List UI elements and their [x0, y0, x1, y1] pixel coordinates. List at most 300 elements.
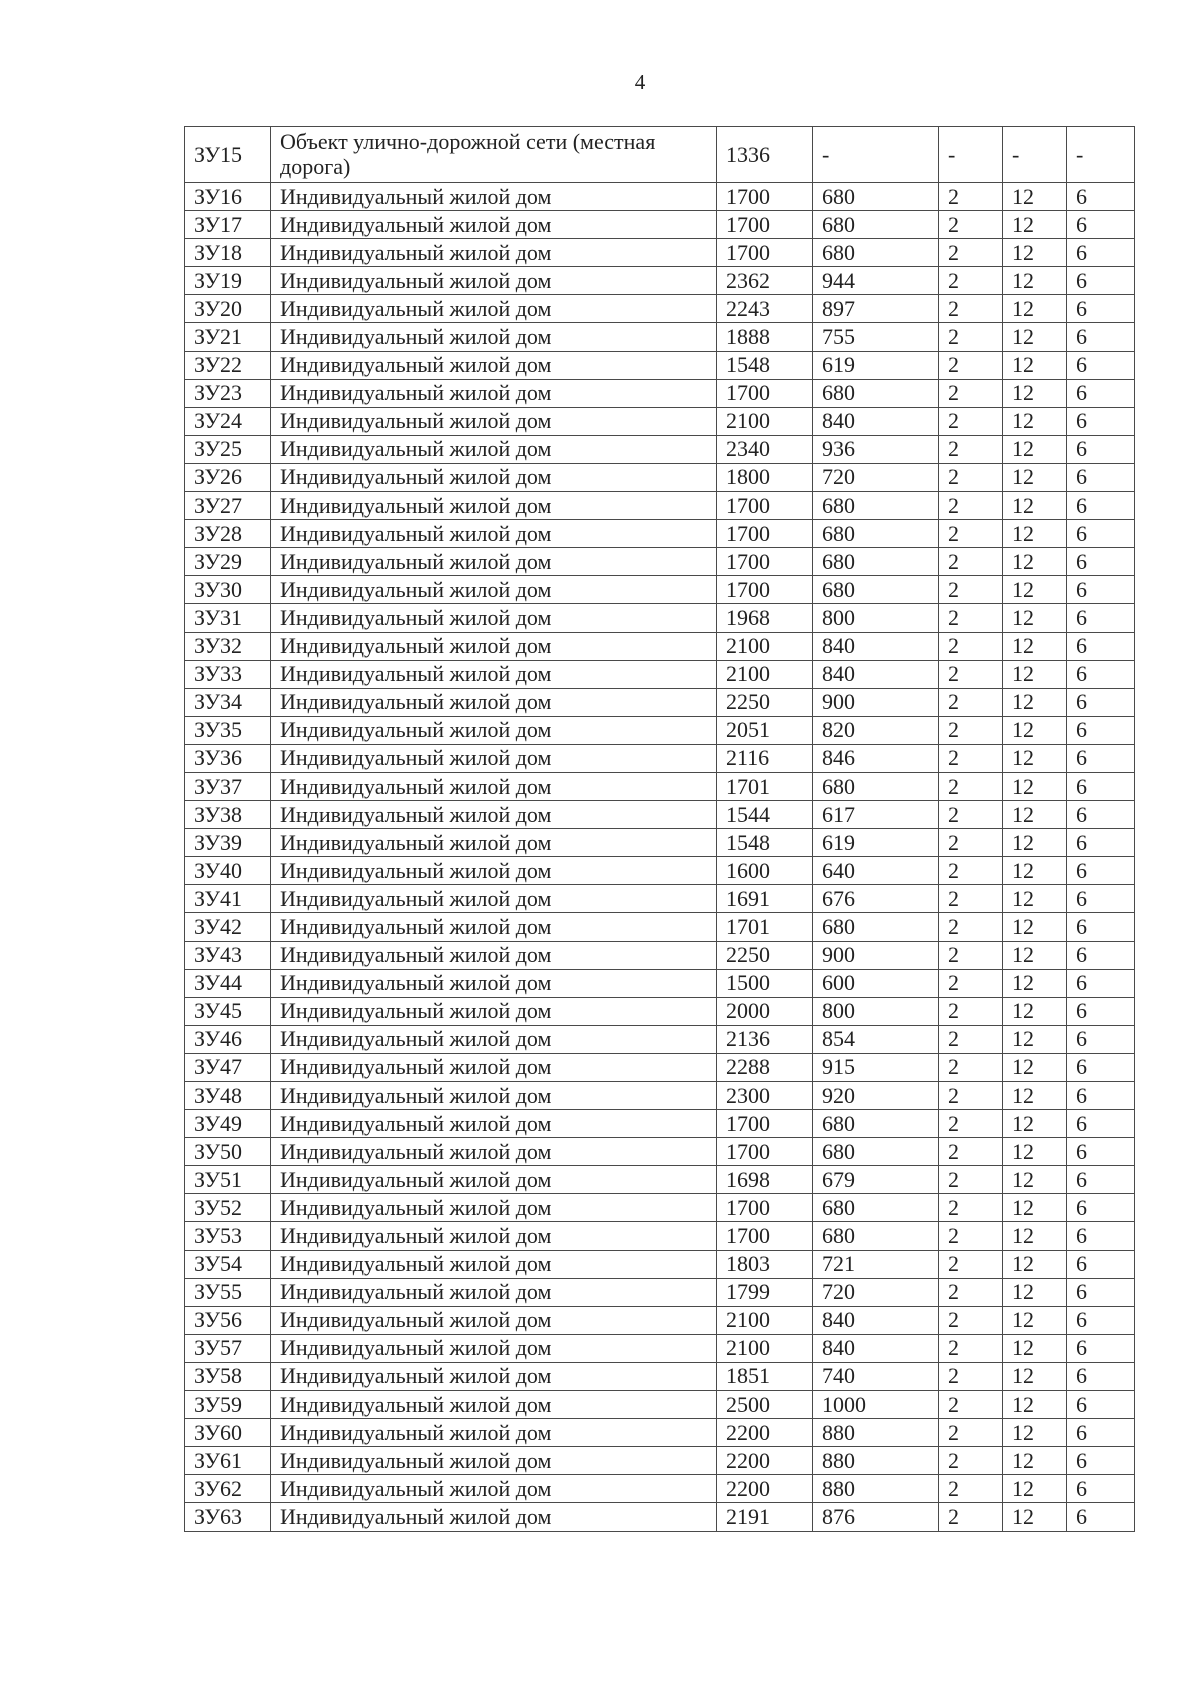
- table-row: [185, 267, 1135, 295]
- plot-id-cell: ЗУ50: [185, 1138, 271, 1166]
- table-row: [185, 1419, 1135, 1447]
- plot-area-cell: 2100: [717, 1306, 813, 1334]
- plot-value-c-cell: 2: [939, 801, 1003, 829]
- plot-area-cell: 1700: [717, 379, 813, 407]
- plot-value-c-cell: 2: [939, 941, 1003, 969]
- plot-value-e-cell: 6: [1067, 295, 1135, 323]
- plot-value-c-cell: 2: [939, 295, 1003, 323]
- plot-value-c-cell: 2: [939, 267, 1003, 295]
- plot-value-e-cell: 6: [1067, 183, 1135, 211]
- plot-value-c-cell: 2: [939, 1306, 1003, 1334]
- plot-value-c-cell: 2: [939, 969, 1003, 997]
- plot-use-cell: Индивидуальный жилой дом: [271, 183, 717, 211]
- table-row: [185, 492, 1135, 520]
- plot-value-e-cell: 6: [1067, 857, 1135, 885]
- plot-value-d-cell: 12: [1003, 688, 1067, 716]
- plot-use-cell: Индивидуальный жилой дом: [271, 913, 717, 941]
- table-row: [185, 632, 1135, 660]
- plot-area-cell: 1700: [717, 520, 813, 548]
- plot-value-c-cell: 2: [939, 1025, 1003, 1053]
- plot-id-cell: ЗУ15: [185, 127, 271, 183]
- plot-area-cell: 2288: [717, 1053, 813, 1081]
- plot-value-d-cell: 12: [1003, 1110, 1067, 1138]
- plot-area-cell: 2200: [717, 1475, 813, 1503]
- plot-area-cell: 1888: [717, 323, 813, 351]
- table-row: [185, 660, 1135, 688]
- plot-value-d-cell: 12: [1003, 716, 1067, 744]
- plot-value-c-cell: 2: [939, 1503, 1003, 1531]
- plot-id-cell: ЗУ44: [185, 969, 271, 997]
- plot-area-cell: 2100: [717, 1334, 813, 1362]
- plot-value-d-cell: 12: [1003, 1306, 1067, 1334]
- plot-area-cell: 2200: [717, 1447, 813, 1475]
- plot-value-d-cell: 12: [1003, 1082, 1067, 1110]
- table-row: [185, 1475, 1135, 1503]
- table-row: [185, 969, 1135, 997]
- plot-value-e-cell: 6: [1067, 1222, 1135, 1250]
- table-row: [185, 1082, 1135, 1110]
- plot-id-cell: ЗУ46: [185, 1025, 271, 1053]
- plot-use-cell: Индивидуальный жилой дом: [271, 295, 717, 323]
- plot-id-cell: ЗУ16: [185, 183, 271, 211]
- plot-use-cell: Индивидуальный жилой дом: [271, 211, 717, 239]
- plot-value-b-cell: 680: [813, 913, 939, 941]
- plot-id-cell: ЗУ54: [185, 1250, 271, 1278]
- plot-value-b-cell: 680: [813, 1138, 939, 1166]
- plot-value-b-cell: 679: [813, 1166, 939, 1194]
- plot-value-d-cell: 12: [1003, 801, 1067, 829]
- plot-value-d-cell: 12: [1003, 407, 1067, 435]
- plot-value-c-cell: 2: [939, 351, 1003, 379]
- plot-value-e-cell: 6: [1067, 351, 1135, 379]
- plot-id-cell: ЗУ56: [185, 1306, 271, 1334]
- plot-value-b-cell: 600: [813, 969, 939, 997]
- plot-area-cell: 1548: [717, 351, 813, 379]
- plot-use-cell: Индивидуальный жилой дом: [271, 969, 717, 997]
- plot-value-e-cell: 6: [1067, 1306, 1135, 1334]
- plot-id-cell: ЗУ18: [185, 239, 271, 267]
- plot-value-c-cell: 2: [939, 1082, 1003, 1110]
- plot-area-cell: 1700: [717, 1222, 813, 1250]
- plot-value-b-cell: 800: [813, 997, 939, 1025]
- plot-value-d-cell: 12: [1003, 744, 1067, 772]
- plot-value-c-cell: 2: [939, 1166, 1003, 1194]
- plot-value-e-cell: 6: [1067, 688, 1135, 716]
- plot-value-c-cell: 2: [939, 1194, 1003, 1222]
- table-row: [185, 1053, 1135, 1081]
- plot-value-e-cell: -: [1067, 127, 1135, 183]
- table-row: [185, 351, 1135, 379]
- plot-use-cell: Индивидуальный жилой дом: [271, 267, 717, 295]
- plot-value-d-cell: 12: [1003, 211, 1067, 239]
- plot-id-cell: ЗУ23: [185, 379, 271, 407]
- plot-use-cell: Индивидуальный жилой дом: [271, 1306, 717, 1334]
- plot-value-e-cell: 6: [1067, 772, 1135, 800]
- plot-value-c-cell: 2: [939, 1391, 1003, 1419]
- plot-id-cell: ЗУ29: [185, 548, 271, 576]
- table-row: [185, 1138, 1135, 1166]
- plot-id-cell: ЗУ35: [185, 716, 271, 744]
- plot-use-cell: Индивидуальный жилой дом: [271, 1053, 717, 1081]
- plot-value-b-cell: 944: [813, 267, 939, 295]
- table-row: [185, 239, 1135, 267]
- table-row: [185, 829, 1135, 857]
- plot-id-cell: ЗУ30: [185, 576, 271, 604]
- plot-use-cell: Индивидуальный жилой дом: [271, 239, 717, 267]
- plot-value-c-cell: 2: [939, 997, 1003, 1025]
- plot-value-d-cell: 12: [1003, 1278, 1067, 1306]
- plot-value-c-cell: 2: [939, 407, 1003, 435]
- plot-area-cell: 1700: [717, 1138, 813, 1166]
- plot-value-b-cell: 680: [813, 492, 939, 520]
- plot-area-cell: 1700: [717, 548, 813, 576]
- plot-value-e-cell: 6: [1067, 660, 1135, 688]
- plot-value-b-cell: 680: [813, 1194, 939, 1222]
- plot-id-cell: ЗУ42: [185, 913, 271, 941]
- plot-value-c-cell: 2: [939, 492, 1003, 520]
- plot-value-d-cell: 12: [1003, 1391, 1067, 1419]
- plot-area-cell: 1700: [717, 211, 813, 239]
- plot-value-e-cell: 6: [1067, 1419, 1135, 1447]
- plot-value-b-cell: 840: [813, 632, 939, 660]
- plot-use-cell: Индивидуальный жилой дом: [271, 997, 717, 1025]
- plot-value-b-cell: 900: [813, 688, 939, 716]
- plot-value-c-cell: 2: [939, 379, 1003, 407]
- plot-value-b-cell: 897: [813, 295, 939, 323]
- plot-value-b-cell: 900: [813, 941, 939, 969]
- table-row: [185, 463, 1135, 491]
- plot-use-cell: Индивидуальный жилой дом: [271, 520, 717, 548]
- plot-id-cell: ЗУ58: [185, 1362, 271, 1390]
- plot-value-c-cell: 2: [939, 604, 1003, 632]
- plot-area-cell: 2250: [717, 941, 813, 969]
- plot-value-e-cell: 6: [1067, 576, 1135, 604]
- plot-value-e-cell: 6: [1067, 267, 1135, 295]
- land-plots-table-body: [185, 127, 1135, 1532]
- table-row: [185, 801, 1135, 829]
- plot-area-cell: 2300: [717, 1082, 813, 1110]
- plot-area-cell: 1701: [717, 772, 813, 800]
- plot-value-b-cell: 840: [813, 660, 939, 688]
- plot-use-cell: Индивидуальный жилой дом: [271, 716, 717, 744]
- plot-id-cell: ЗУ32: [185, 632, 271, 660]
- plot-value-b-cell: 846: [813, 744, 939, 772]
- plot-value-d-cell: 12: [1003, 913, 1067, 941]
- plot-area-cell: 2340: [717, 435, 813, 463]
- plot-area-cell: 2100: [717, 660, 813, 688]
- plot-area-cell: 2243: [717, 295, 813, 323]
- plot-value-e-cell: 6: [1067, 463, 1135, 491]
- plot-value-e-cell: 6: [1067, 1025, 1135, 1053]
- plot-id-cell: ЗУ52: [185, 1194, 271, 1222]
- plot-use-cell: Индивидуальный жилой дом: [271, 857, 717, 885]
- plot-id-cell: ЗУ38: [185, 801, 271, 829]
- plot-value-c-cell: 2: [939, 688, 1003, 716]
- plot-area-cell: 2051: [717, 716, 813, 744]
- plot-value-c-cell: 2: [939, 1222, 1003, 1250]
- table-row: [185, 127, 1135, 183]
- plot-id-cell: ЗУ57: [185, 1334, 271, 1362]
- plot-use-cell: Индивидуальный жилой дом: [271, 407, 717, 435]
- plot-id-cell: ЗУ62: [185, 1475, 271, 1503]
- plot-area-cell: 1698: [717, 1166, 813, 1194]
- plot-value-b-cell: 740: [813, 1362, 939, 1390]
- plot-value-c-cell: 2: [939, 660, 1003, 688]
- plot-use-cell: Индивидуальный жилой дом: [271, 323, 717, 351]
- plot-value-b-cell: 640: [813, 857, 939, 885]
- plot-value-d-cell: 12: [1003, 941, 1067, 969]
- plot-area-cell: 1700: [717, 576, 813, 604]
- plot-value-b-cell: 676: [813, 885, 939, 913]
- plot-value-c-cell: 2: [939, 913, 1003, 941]
- table-row: [185, 211, 1135, 239]
- plot-area-cell: 1700: [717, 239, 813, 267]
- plot-value-d-cell: 12: [1003, 267, 1067, 295]
- table-row: [185, 913, 1135, 941]
- plot-value-c-cell: 2: [939, 1250, 1003, 1278]
- plot-value-b-cell: 721: [813, 1250, 939, 1278]
- plot-value-b-cell: 755: [813, 323, 939, 351]
- plot-value-c-cell: 2: [939, 239, 1003, 267]
- plot-use-cell: Индивидуальный жилой дом: [271, 1278, 717, 1306]
- table-row: [185, 1362, 1135, 1390]
- plot-value-c-cell: 2: [939, 211, 1003, 239]
- plot-value-b-cell: 720: [813, 1278, 939, 1306]
- plot-area-cell: 1800: [717, 463, 813, 491]
- plot-value-d-cell: 12: [1003, 1250, 1067, 1278]
- plot-area-cell: 2200: [717, 1419, 813, 1447]
- table-row: [185, 548, 1135, 576]
- plot-area-cell: 2136: [717, 1025, 813, 1053]
- land-plots-table: [184, 126, 1135, 1532]
- plot-value-e-cell: 6: [1067, 435, 1135, 463]
- plot-id-cell: ЗУ17: [185, 211, 271, 239]
- plot-use-cell: Индивидуальный жилой дом: [271, 463, 717, 491]
- table-row: [185, 1503, 1135, 1531]
- plot-value-c-cell: 2: [939, 829, 1003, 857]
- plot-value-d-cell: 12: [1003, 1025, 1067, 1053]
- plot-value-e-cell: 6: [1067, 239, 1135, 267]
- plot-value-b-cell: 617: [813, 801, 939, 829]
- plot-value-c-cell: 2: [939, 548, 1003, 576]
- plot-id-cell: ЗУ21: [185, 323, 271, 351]
- table-row: [185, 604, 1135, 632]
- plot-value-b-cell: 915: [813, 1053, 939, 1081]
- plot-value-d-cell: 12: [1003, 379, 1067, 407]
- table-row: [185, 857, 1135, 885]
- plot-value-d-cell: 12: [1003, 548, 1067, 576]
- plot-value-c-cell: 2: [939, 744, 1003, 772]
- plot-value-e-cell: 6: [1067, 1250, 1135, 1278]
- plot-value-b-cell: 680: [813, 183, 939, 211]
- plot-use-cell: Индивидуальный жилой дом: [271, 1334, 717, 1362]
- plot-area-cell: 1851: [717, 1362, 813, 1390]
- table-row: [185, 407, 1135, 435]
- plot-value-e-cell: 6: [1067, 913, 1135, 941]
- plot-area-cell: 2116: [717, 744, 813, 772]
- plot-value-d-cell: -: [1003, 127, 1067, 183]
- plot-value-c-cell: 2: [939, 1278, 1003, 1306]
- plot-value-e-cell: 6: [1067, 1447, 1135, 1475]
- plot-value-c-cell: 2: [939, 857, 1003, 885]
- plot-value-e-cell: 6: [1067, 1334, 1135, 1362]
- plot-id-cell: ЗУ26: [185, 463, 271, 491]
- plot-value-e-cell: 6: [1067, 211, 1135, 239]
- plot-area-cell: 1700: [717, 183, 813, 211]
- plot-use-cell: Индивидуальный жилой дом: [271, 379, 717, 407]
- plot-id-cell: ЗУ19: [185, 267, 271, 295]
- table-row: [185, 576, 1135, 604]
- plot-area-cell: 1700: [717, 1110, 813, 1138]
- plot-value-c-cell: 2: [939, 1138, 1003, 1166]
- plot-value-c-cell: 2: [939, 716, 1003, 744]
- plot-id-cell: ЗУ31: [185, 604, 271, 632]
- plot-area-cell: 1600: [717, 857, 813, 885]
- table-row: [185, 1447, 1135, 1475]
- plot-value-b-cell: 680: [813, 1110, 939, 1138]
- plot-value-b-cell: 680: [813, 1222, 939, 1250]
- plot-value-d-cell: 12: [1003, 632, 1067, 660]
- plot-id-cell: ЗУ61: [185, 1447, 271, 1475]
- plot-use-cell: Индивидуальный жилой дом: [271, 1362, 717, 1390]
- table-row: [185, 1278, 1135, 1306]
- plot-use-cell: Индивидуальный жилой дом: [271, 492, 717, 520]
- plot-value-b-cell: 920: [813, 1082, 939, 1110]
- plot-id-cell: ЗУ49: [185, 1110, 271, 1138]
- plot-use-cell: Индивидуальный жилой дом: [271, 885, 717, 913]
- plot-value-d-cell: 12: [1003, 772, 1067, 800]
- plot-id-cell: ЗУ55: [185, 1278, 271, 1306]
- plot-value-e-cell: 6: [1067, 548, 1135, 576]
- plot-value-e-cell: 6: [1067, 1391, 1135, 1419]
- plot-value-d-cell: 12: [1003, 463, 1067, 491]
- plot-area-cell: 1500: [717, 969, 813, 997]
- table-row: [185, 772, 1135, 800]
- plot-area-cell: 1701: [717, 913, 813, 941]
- plot-value-d-cell: 12: [1003, 1194, 1067, 1222]
- page-number: 4: [634, 70, 646, 94]
- plot-use-cell: Индивидуальный жилой дом: [271, 1222, 717, 1250]
- plot-use-cell: Индивидуальный жилой дом: [271, 660, 717, 688]
- plot-value-b-cell: 619: [813, 351, 939, 379]
- plot-value-b-cell: 680: [813, 548, 939, 576]
- plot-value-e-cell: 6: [1067, 941, 1135, 969]
- plot-value-c-cell: 2: [939, 1334, 1003, 1362]
- plot-value-e-cell: 6: [1067, 407, 1135, 435]
- table-row: [185, 520, 1135, 548]
- plot-use-cell: Индивидуальный жилой дом: [271, 1025, 717, 1053]
- plot-value-d-cell: 12: [1003, 295, 1067, 323]
- plot-value-d-cell: 12: [1003, 1362, 1067, 1390]
- plot-value-e-cell: 6: [1067, 604, 1135, 632]
- plot-value-e-cell: 6: [1067, 744, 1135, 772]
- plot-value-b-cell: 880: [813, 1475, 939, 1503]
- table-row: [185, 1334, 1135, 1362]
- table-row: [185, 1222, 1135, 1250]
- plot-use-cell: Индивидуальный жилой дом: [271, 1138, 717, 1166]
- plot-value-d-cell: 12: [1003, 1222, 1067, 1250]
- plot-value-d-cell: 12: [1003, 492, 1067, 520]
- plot-value-c-cell: 2: [939, 520, 1003, 548]
- plot-value-b-cell: 936: [813, 435, 939, 463]
- plot-id-cell: ЗУ53: [185, 1222, 271, 1250]
- plot-value-e-cell: 6: [1067, 1362, 1135, 1390]
- plot-value-d-cell: 12: [1003, 576, 1067, 604]
- plot-id-cell: ЗУ33: [185, 660, 271, 688]
- plot-use-cell: Индивидуальный жилой дом: [271, 688, 717, 716]
- plot-value-e-cell: 6: [1067, 520, 1135, 548]
- plot-value-e-cell: 6: [1067, 997, 1135, 1025]
- plot-area-cell: 1544: [717, 801, 813, 829]
- plot-value-e-cell: 6: [1067, 885, 1135, 913]
- plot-id-cell: ЗУ20: [185, 295, 271, 323]
- plot-use-cell: Индивидуальный жилой дом: [271, 1166, 717, 1194]
- plot-value-e-cell: 6: [1067, 1082, 1135, 1110]
- plot-value-e-cell: 6: [1067, 379, 1135, 407]
- table-row: [185, 1250, 1135, 1278]
- plot-value-c-cell: -: [939, 127, 1003, 183]
- plot-value-e-cell: 6: [1067, 1194, 1135, 1222]
- plot-area-cell: 2100: [717, 407, 813, 435]
- plot-use-cell: Индивидуальный жилой дом: [271, 1194, 717, 1222]
- plot-value-b-cell: 840: [813, 1334, 939, 1362]
- plot-value-c-cell: 2: [939, 1110, 1003, 1138]
- plot-use-cell: Индивидуальный жилой дом: [271, 1475, 717, 1503]
- plot-id-cell: ЗУ34: [185, 688, 271, 716]
- plot-area-cell: 1700: [717, 1194, 813, 1222]
- plot-value-b-cell: 840: [813, 407, 939, 435]
- plot-use-cell: Индивидуальный жилой дом: [271, 1082, 717, 1110]
- table-row: [185, 716, 1135, 744]
- plot-value-d-cell: 12: [1003, 660, 1067, 688]
- plot-use-cell: Индивидуальный жилой дом: [271, 1110, 717, 1138]
- plot-value-b-cell: 680: [813, 211, 939, 239]
- plot-area-cell: 1691: [717, 885, 813, 913]
- table-row: [185, 1166, 1135, 1194]
- plot-id-cell: ЗУ45: [185, 997, 271, 1025]
- plot-value-d-cell: 12: [1003, 997, 1067, 1025]
- plot-value-e-cell: 6: [1067, 829, 1135, 857]
- plot-id-cell: ЗУ41: [185, 885, 271, 913]
- plot-use-cell: Индивидуальный жилой дом: [271, 801, 717, 829]
- plot-area-cell: 1548: [717, 829, 813, 857]
- plot-area-cell: 1700: [717, 492, 813, 520]
- plot-value-e-cell: 6: [1067, 1503, 1135, 1531]
- plot-value-c-cell: 2: [939, 772, 1003, 800]
- plot-value-b-cell: 1000: [813, 1391, 939, 1419]
- plot-id-cell: ЗУ22: [185, 351, 271, 379]
- plot-value-b-cell: 680: [813, 520, 939, 548]
- table-row: [185, 435, 1135, 463]
- plot-value-d-cell: 12: [1003, 857, 1067, 885]
- plot-value-c-cell: 2: [939, 323, 1003, 351]
- plot-use-cell: Индивидуальный жилой дом: [271, 1391, 717, 1419]
- plot-value-b-cell: 880: [813, 1419, 939, 1447]
- plot-use-cell: Индивидуальный жилой дом: [271, 632, 717, 660]
- plot-use-cell: Индивидуальный жилой дом: [271, 351, 717, 379]
- plot-value-e-cell: 6: [1067, 492, 1135, 520]
- plot-id-cell: ЗУ59: [185, 1391, 271, 1419]
- plot-value-e-cell: 6: [1067, 1138, 1135, 1166]
- plot-use-cell: Индивидуальный жилой дом: [271, 829, 717, 857]
- plot-area-cell: 2000: [717, 997, 813, 1025]
- plot-area-cell: 2250: [717, 688, 813, 716]
- plot-value-b-cell: 876: [813, 1503, 939, 1531]
- plot-value-e-cell: 6: [1067, 323, 1135, 351]
- plot-value-b-cell: 854: [813, 1025, 939, 1053]
- plot-value-c-cell: 2: [939, 885, 1003, 913]
- plot-id-cell: ЗУ60: [185, 1419, 271, 1447]
